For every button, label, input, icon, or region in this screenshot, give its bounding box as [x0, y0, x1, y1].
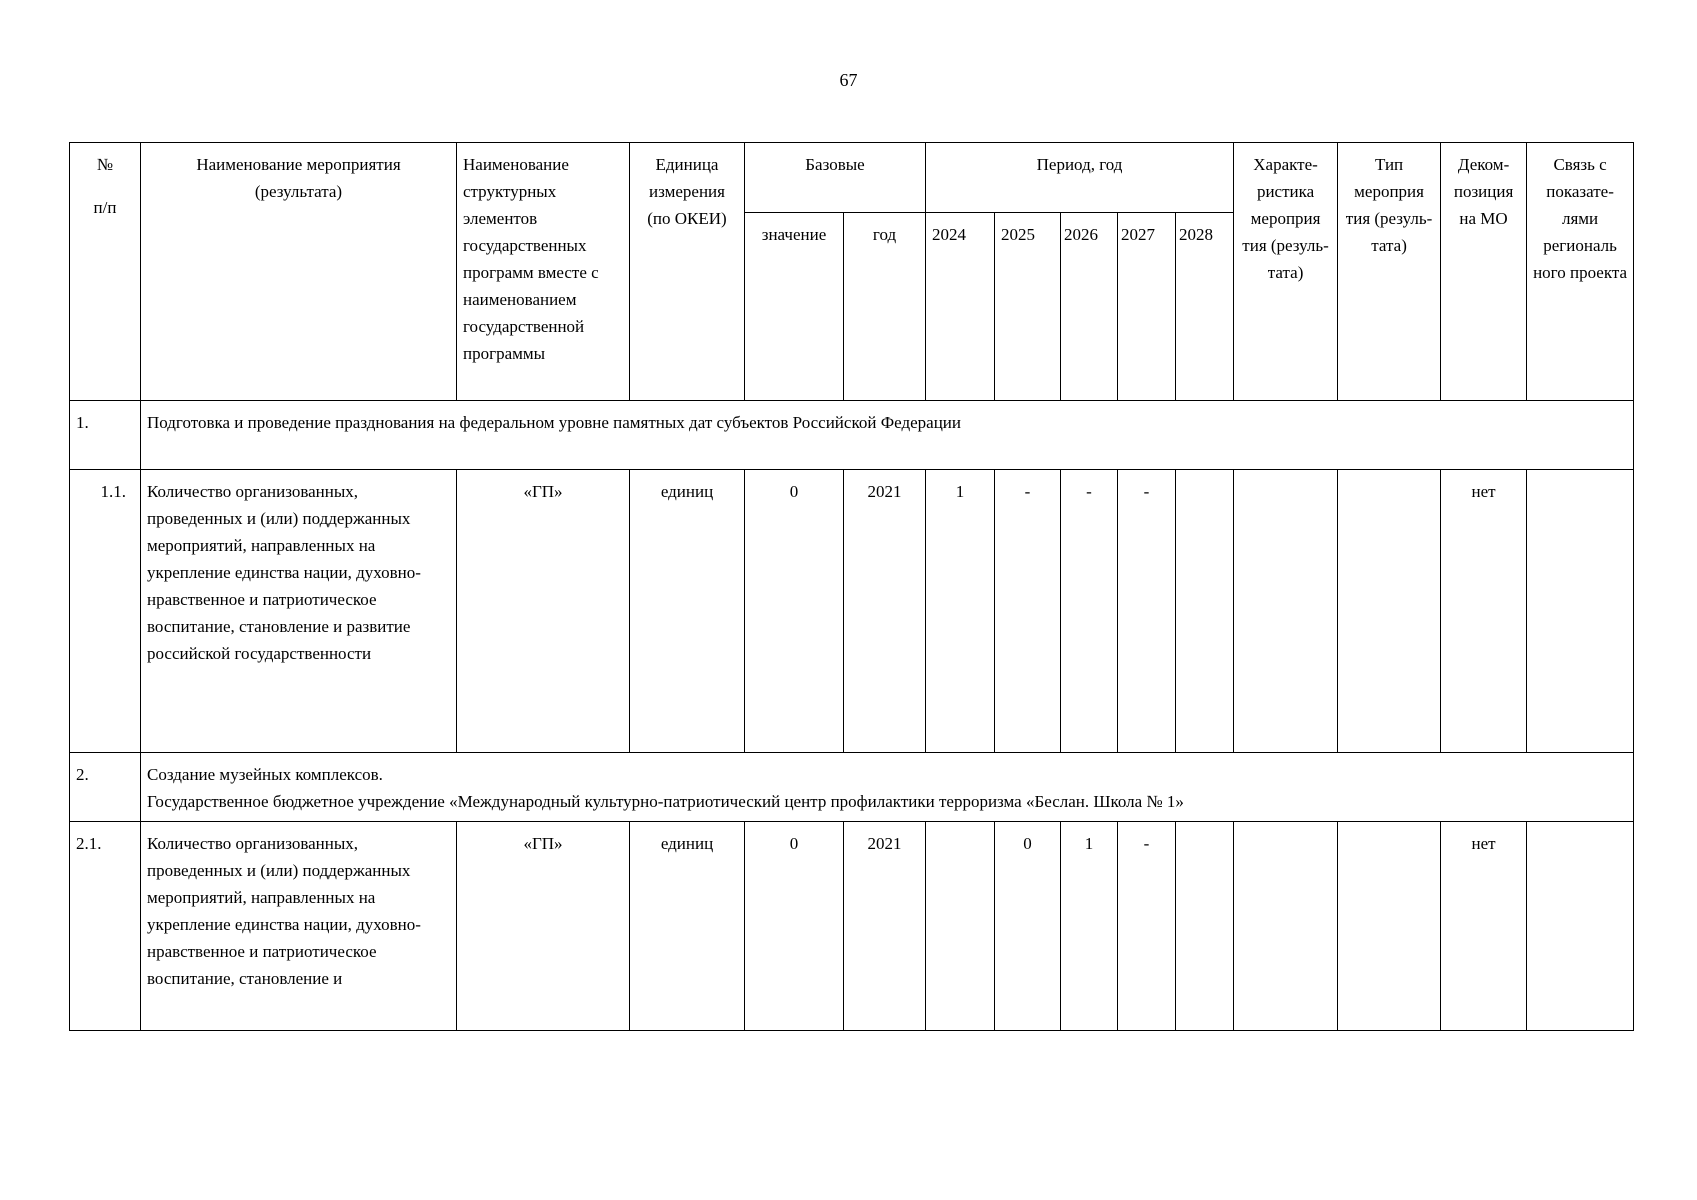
row-base-year: 2021 — [844, 822, 926, 1031]
row-year-2026: - — [1061, 470, 1118, 753]
header-base: Базовые — [745, 143, 926, 213]
header-base-value: значение — [745, 213, 844, 401]
header-year-2025: 2025 — [995, 213, 1061, 401]
row-year-2027: - — [1118, 822, 1176, 1031]
section-title-line: Подготовка и проведение празднования на федеральном уровне памятных дат субъектов Российской Федерации — [147, 413, 961, 432]
page-number: 67 — [839, 70, 858, 90]
row-link — [1527, 470, 1634, 753]
header-year-2027: 2027 — [1118, 213, 1176, 401]
row-year-2024: 1 — [926, 470, 995, 753]
row-decomposition: нет — [1441, 470, 1527, 753]
row-structural: «ГП» — [457, 470, 630, 753]
header-base-year: год — [844, 213, 926, 401]
header-period: Период, год — [926, 143, 1234, 213]
row-name: Количество организованных, проведенных и (или) поддержанных мероприятий, направленных на укрепление единства нации, духовно-нравственное и патриотическое воспитание, становление и развитие российской государственности — [141, 470, 457, 753]
row-year-2025: - — [995, 470, 1061, 753]
row-year-2028 — [1176, 822, 1234, 1031]
row-num: 2.1. — [70, 822, 141, 1031]
row-base-value: 0 — [745, 470, 844, 753]
activities-table — [69, 142, 1634, 1031]
header-year-2028: 2028 — [1176, 213, 1234, 401]
section-title — [141, 753, 1634, 822]
row-base-value: 0 — [745, 822, 844, 1031]
header-decomposition: Деком-позиция на МО — [1441, 143, 1527, 401]
row-unit: единиц — [630, 822, 745, 1031]
header-num-line1: № — [96, 155, 114, 174]
header-type: Тип мероприя тия (резуль-тата) — [1338, 143, 1441, 401]
header-year-2024: 2024 — [926, 213, 995, 401]
row-year-2024 — [926, 822, 995, 1031]
row-unit: единиц — [630, 470, 745, 753]
header-characteristic: Характе-ристика мероприя тия (резуль-тата) — [1234, 143, 1338, 401]
section-title-line: Создание музейных комплексов. — [147, 765, 383, 784]
row-year-2028 — [1176, 470, 1234, 753]
section-row — [70, 753, 1634, 822]
table-header-row — [70, 143, 1634, 213]
row-structural: «ГП» — [457, 822, 630, 1031]
header-link: Связь с показате-лями региональ ного проекта — [1527, 143, 1634, 401]
section-row — [70, 401, 1634, 470]
row-base-year: 2021 — [844, 470, 926, 753]
row-year-2025: 0 — [995, 822, 1061, 1031]
header-year-2026: 2026 — [1061, 213, 1118, 401]
section-num: 1. — [70, 401, 141, 470]
header-num-line2: п/п — [93, 198, 117, 217]
table-row — [70, 470, 1634, 753]
row-num: 1.1. — [70, 470, 141, 753]
header-num — [70, 143, 141, 401]
row-characteristic — [1234, 470, 1338, 753]
row-name: Количество организованных, проведенных и (или) поддержанных мероприятий, направленных на укрепление единства нации, духовно-нравственное и патриотическое воспитание, становление и — [141, 822, 457, 1031]
row-type — [1338, 822, 1441, 1031]
row-decomposition: нет — [1441, 822, 1527, 1031]
section-num: 2. — [70, 753, 141, 822]
row-year-2027: - — [1118, 470, 1176, 753]
row-characteristic — [1234, 822, 1338, 1031]
header-name: Наименование мероприятия (результата) — [141, 143, 457, 401]
row-type — [1338, 470, 1441, 753]
section-title — [141, 401, 1634, 470]
header-unit: Единица измерения (по ОКЕИ) — [630, 143, 745, 401]
table-row — [70, 822, 1634, 1031]
row-year-2026: 1 — [1061, 822, 1118, 1031]
header-structural: Наименование структурных элементов государственных программ вместе с наименованием государственной программы — [457, 143, 630, 401]
row-link — [1527, 822, 1634, 1031]
section-title-line: Государственное бюджетное учреждение «Международный культурно-патриотический центр профилактики терроризма «Беслан. Школа № 1» — [147, 792, 1184, 811]
